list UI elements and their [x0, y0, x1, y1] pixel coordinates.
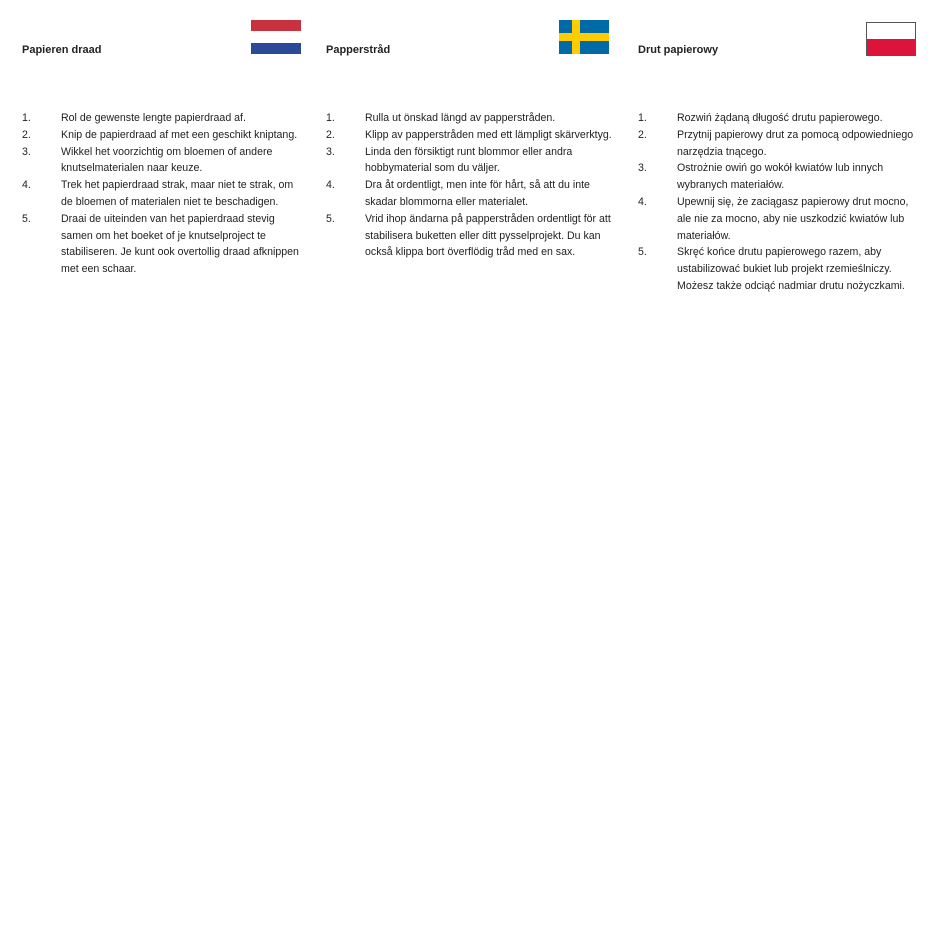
list-item — [326, 144, 616, 178]
list-item — [22, 177, 304, 211]
section-title: Papieren draad — [22, 44, 102, 56]
list-item — [638, 127, 920, 161]
flag-half-red — [867, 39, 915, 55]
flag-stripe-white — [251, 31, 301, 42]
list-item — [22, 110, 304, 127]
instructions-column-dutch — [22, 0, 304, 330]
step-number: 5. — [22, 212, 31, 225]
flag-stripe-red — [251, 20, 301, 31]
step-text: Rol de gewenste lengte papierdraad af. — [61, 112, 246, 124]
sweden-flag-icon — [559, 20, 609, 54]
step-number: 4. — [638, 195, 647, 208]
step-number: 5. — [326, 212, 335, 225]
step-text: Knip de papierdraad af met een geschikt kniptang. — [61, 128, 298, 141]
step-text: Rozwiń żądaną długość drutu papierowego. — [677, 112, 883, 124]
step-text: Draai de uiteinden van het papierdraad stevig samen om het boeket of je knutselproject te stabiliseren. Je kunt ook overtollig draad afknippen met een schaar. — [61, 212, 299, 276]
steps-list — [638, 110, 920, 295]
step-text: Linda den försiktigt runt blommor eller andra hobbymaterial som du väljer. — [365, 145, 573, 175]
step-number: 2. — [326, 128, 335, 141]
list-item — [326, 127, 616, 144]
flag-stripe-blue — [251, 43, 301, 54]
list-item — [638, 110, 920, 127]
list-item — [326, 110, 616, 127]
step-text: Trek het papierdraad strak, maar niet te strak, om de bloemen of materialen niet te beschadigen. — [61, 179, 294, 208]
step-number: 1. — [326, 112, 335, 124]
step-number: 3. — [22, 145, 31, 158]
step-text: Dra åt ordentligt, men inte för hårt, så att du inte skadar blommorna eller materialet. — [365, 179, 590, 208]
section-title: Drut papierowy — [638, 44, 719, 56]
step-number: 4. — [22, 179, 31, 192]
step-text: Wikkel het voorzichtig om bloemen of andere knutselmaterialen naar keuze. — [61, 145, 273, 175]
list-item — [638, 160, 920, 194]
list-item — [638, 244, 920, 294]
poland-flag-icon — [866, 22, 916, 56]
step-number: 4. — [326, 179, 335, 192]
step-text: Vrid ihop ändarna på papperstråden ordentligt för att stabilisera buketten eller ditt pysselprojekt. Du kan också klippa bort överflödig tråd med en sax. — [365, 212, 611, 259]
step-number: 1. — [638, 112, 647, 124]
instructions-column-polish — [638, 0, 920, 330]
step-text: Klipp av papperstråden med ett lämpligt skärverktyg. — [365, 128, 612, 141]
flag-half-white — [867, 23, 915, 39]
step-text: Ostrożnie owiń go wokół kwiatów lub innych wybranych materiałów. — [677, 162, 884, 192]
step-number: 2. — [22, 128, 31, 141]
step-number: 3. — [638, 162, 647, 175]
list-item — [638, 194, 920, 244]
instructions-column-swedish — [326, 0, 616, 330]
list-item — [22, 127, 304, 144]
step-number: 1. — [22, 112, 31, 124]
step-text: Skręć końce drutu papierowego razem, aby ustabilizować bukiet lub projekt rzemieślniczy. Możesz także odciąć nadmiar drutu nożyczkami. — [677, 246, 905, 292]
step-text: Przytnij papierowy drut za pomocą odpowiedniego narzędzia tnącego. — [677, 128, 914, 158]
list-item — [22, 211, 304, 278]
steps-list — [22, 110, 304, 278]
list-item — [326, 211, 616, 261]
step-number: 3. — [326, 145, 335, 158]
steps-list — [326, 110, 616, 261]
list-item — [326, 177, 616, 211]
list-item — [22, 144, 304, 178]
netherlands-flag-icon — [251, 20, 301, 54]
step-number: 5. — [638, 246, 647, 259]
section-title: Papperstråd — [326, 44, 391, 56]
step-number: 2. — [638, 128, 647, 141]
step-text: Rulla ut önskad längd av papperstråden. — [365, 112, 556, 124]
step-text: Upewnij się, że zaciągasz papierowy drut mocno, ale nie za mocno, aby nie uszkodzić kwiatów lub materiałów. — [677, 195, 909, 242]
flag-cross-horizontal — [559, 33, 609, 41]
